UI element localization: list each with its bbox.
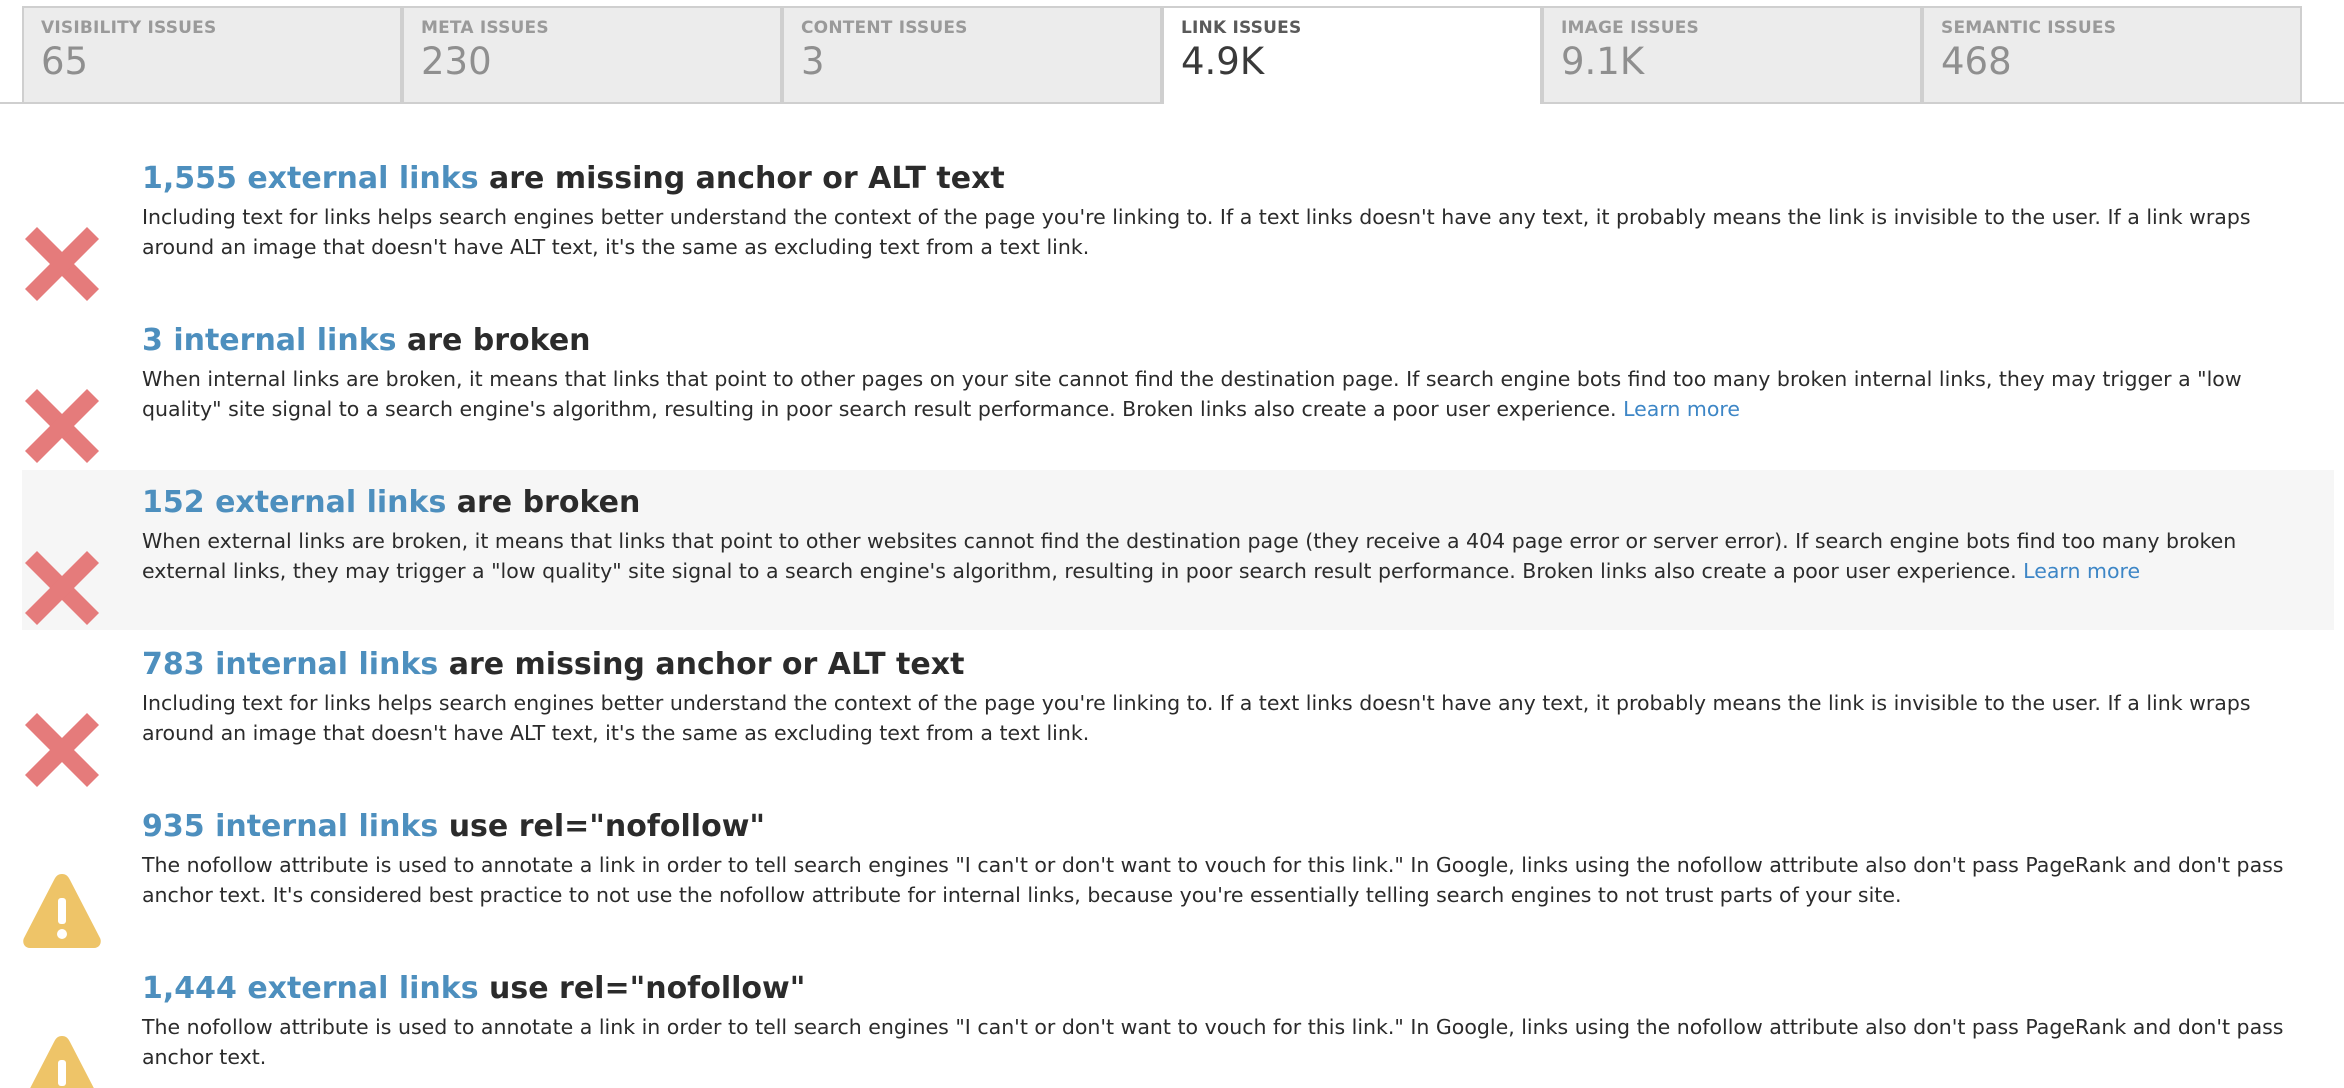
issue-description [142,688,2314,748]
error-x-icon [22,548,102,628]
issue-item [22,308,2334,468]
tab-link-issues[interactable] [1162,6,1542,104]
tab-label: LINK ISSUES [1181,18,1302,38]
issue-category-tabs [0,0,2344,104]
issue-title-text: are missing anchor or ALT text [478,161,1005,196]
issue-description [142,364,2314,424]
issue-description-text: When external links are broken, it means that links that point to other websites cannot find the destination page (they receive a 404 page error or server error). If search engine bots find too many broken external links, they may trigger a "low quality" site signal to a search engine's algorithm, resulting in poor search result performance. Broken links also create a poor user experience. [142,529,2237,583]
issue-item [22,794,2334,954]
issue-title [142,646,964,684]
learn-more-link[interactable]: Learn more [2023,559,2141,583]
issue-description [142,850,2314,910]
issue-title [142,322,591,360]
issue-count-link[interactable]: 152 external links [142,485,447,520]
tab-label: META ISSUES [421,18,549,38]
issue-title [142,484,640,522]
issue-title-text: use rel="nofollow" [478,971,806,1006]
issue-count-link[interactable]: 1,444 external links [142,971,479,1006]
tab-count: 230 [421,40,492,83]
issue-item [22,632,2334,792]
tab-count: 468 [1941,40,2012,83]
tab-visibility-issues[interactable] [22,6,402,102]
tab-semantic-issues[interactable] [1922,6,2302,102]
tab-image-issues[interactable] [1542,6,1922,102]
tab-count: 3 [801,40,825,83]
warning-icon [22,870,102,950]
tab-count: 4.9K [1181,40,1265,83]
issue-description-text: The nofollow attribute is used to annotate a link in order to tell search engines "I can't or don't want to vouch for this link." In Google, links using the nofollow attribute also don't pass PageRank and don't pass anchor text. [142,1015,2284,1069]
error-x-icon [22,710,102,790]
issue-description-text: The nofollow attribute is used to annotate a link in order to tell search engines "I can't or don't want to vouch for this link." In Google, links using the nofollow attribute also don't pass PageRank and don't pass anchor text. It's considered best practice to not use the nofollow attribute for internal links, because you're essentially telling search engines to not trust parts of your site. [142,853,2284,907]
issue-title [142,160,1005,198]
issue-item [22,956,2334,1088]
issue-count-link[interactable]: 1,555 external links [142,161,479,196]
tab-label: IMAGE ISSUES [1561,18,1699,38]
tab-count: 65 [41,40,89,83]
issue-title [142,808,765,846]
error-x-icon [22,386,102,466]
issue-count-link[interactable]: 935 internal links [142,809,439,844]
issue-title [142,970,805,1008]
tab-meta-issues[interactable] [402,6,782,102]
tab-count: 9.1K [1561,40,1645,83]
error-x-icon [22,224,102,304]
issue-description [142,1012,2314,1072]
issue-count-link[interactable]: 783 internal links [142,647,439,682]
issue-description-text: Including text for links helps search engines better understand the context of the page you're linking to. If a text links doesn't have any text, it probably means the link is invisible to the user. If a link wraps around an image that doesn't have ALT text, it's the same as excluding text from a text link. [142,691,2251,745]
issue-title-text: use rel="nofollow" [438,809,766,844]
issue-item [22,146,2334,306]
issue-description-text: Including text for links helps search engines better understand the context of the page you're linking to. If a text links doesn't have any text, it probably means the link is invisible to the user. If a link wraps around an image that doesn't have ALT text, it's the same as excluding text from a text link. [142,205,2251,259]
warning-icon [22,1032,102,1088]
issue-title-text: are missing anchor or ALT text [438,647,965,682]
issue-item [22,470,2334,630]
tab-label: CONTENT ISSUES [801,18,968,38]
learn-more-link[interactable]: Learn more [1623,397,1740,421]
issue-title-text: are broken [446,485,641,520]
issue-count-link[interactable]: 3 internal links [142,323,397,358]
tab-content-issues[interactable] [782,6,1162,102]
tab-label: SEMANTIC ISSUES [1941,18,2117,38]
issue-description [142,526,2314,586]
issue-description-text: When internal links are broken, it means that links that point to other pages on your site cannot find the destination page. If search engine bots find too many broken internal links, they may trigger a "low quality" site signal to a search engine's algorithm, resulting in poor search result performance. Broken links also create a poor user experience. [142,367,2242,421]
tab-label: VISIBILITY ISSUES [41,18,217,38]
issue-description [142,202,2314,262]
issue-title-text: are broken [396,323,591,358]
